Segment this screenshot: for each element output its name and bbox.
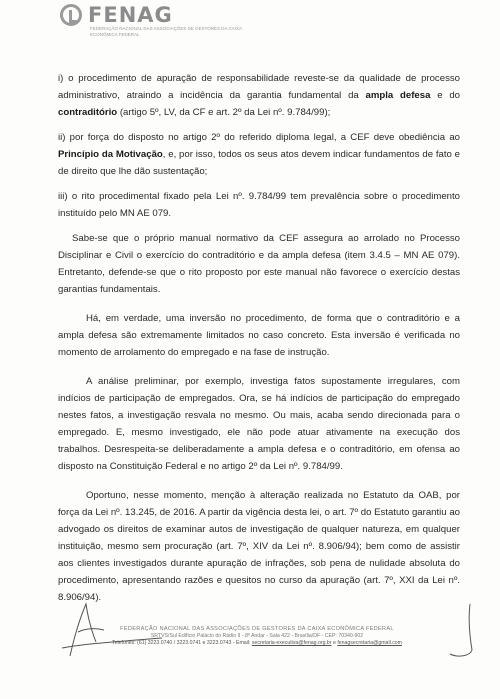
text-run: , e, por isso, todos os seus atos devem indicar fundamentos de fato e de direito que lhe dão sustentação;: [58, 149, 460, 177]
paragraph-analysis: A análise preliminar, por exemplo, investiga fatos supostamente irregulares, com indícios de participação de empregados. Ora, se há indícios de participação do empregado nestes fatos, a investigação resvala no mesmo. Ou mais, acaba sendo direcionada para o empregado. E, mesmo investigado, ele não pode atuar ativamente na execução dos trabalhos. Desrespeita-se deliberadamente a ampla defesa e o contraditório, em ofensa ao disposto na Constituição Federal e no artigo 2º da Lei nº. 9.784/99.: [58, 376, 460, 472]
brand-name: FENAG: [88, 3, 173, 27]
logo: [60, 4, 280, 26]
paragraph-item-ii: [58, 129, 460, 180]
letterhead: [60, 4, 280, 48]
paragraph-oab: Oportuno, nesse momento, menção à alteração realizada no Estatuto da OAB, por força da Lei nº. 13.245, de 2016. A partir da vigência desta lei, o art. 7º do Estatuto garantiu ao advogado os direitos de examinar autos de investigação de qualquer natureza, em qualquer instituição, mesmo sem procuração (art. 7º, XIV da Lei nº. 8.906/94); bem como de assistir aos clientes investigados durante apuração de infrações, sob pena de nulidade absoluta do procedimento, apresentando razões e quesitos no curso da apuração (art. 7º, XXI da Lei nº. 8.906/94).: [58, 490, 460, 603]
signature-right: [440, 600, 485, 660]
bold-term: Princípio da Motivação: [58, 149, 163, 160]
footer-address: SRTVS/Sul Edifício Palácio do Rádio II - 8º Andar - Sala 422 - Brasília/DF - CEP: 70340-902: [150, 633, 364, 639]
footer-contact: [92, 640, 422, 647]
paragraph-item-i: [58, 70, 460, 121]
paragraph-inversion: Há, em verdade, uma inversão no procedimento, de forma que o contraditório e a ampla defesa são extremamente limitados no caso concreto. Esta inversão é verificada no momento de arrolamento do empregado e na fase de instrução.: [58, 313, 460, 358]
text-run: e do: [430, 90, 460, 101]
bold-term: ampla defesa: [365, 90, 431, 101]
paragraph-item-iii: iii) o rito procedimental fixado pela Lei nº. 9.784/99 tem prevalência sobre o procedimento instituído pelo MN AE 079.: [58, 191, 460, 219]
text-run: (artigo 5º, LV, da CF e art. 2º da Lei nº. 9.784/99);: [117, 107, 331, 118]
footer-separator: e: [331, 640, 338, 646]
footer-email-link[interactable]: fenagsecretaria@gmail.com: [337, 640, 402, 646]
brand-subtitle: FEDERAÇÃO NACIONAL DAS ASSOCIAÇÕES DE GESTORES DA CAIXA ECONÔMICA FEDERAL: [90, 26, 242, 37]
letterhead-footer: [92, 626, 422, 647]
document-body: [58, 70, 460, 606]
footer-phones: Telefones: (61) 3223.0740 / 3223.0741 e 3223.0743 - Email:: [112, 640, 252, 646]
bold-term: contraditório: [58, 107, 118, 118]
paragraph-manual: Sabe-se que o próprio manual normativo da CEF assegura ao arrolado no Processo Disciplinar e Civil o exercício do contraditório e da ampla defesa (item 3.4.5 – MN AE 079). Entretanto, defende-se que o rito proposto por este manual não favorece o exercício destas garantias fundamentais.: [58, 233, 460, 295]
fenag-logo-icon: [60, 4, 82, 26]
text-run: ii) por força do disposto no artigo 2º do referido diploma legal, a CEF deve obediência ao: [58, 132, 460, 143]
footer-email-link[interactable]: secretaria-executiva@fenag.org.br: [251, 640, 332, 646]
footer-organization: FEDERAÇÃO NACIONAL DAS ASSOCIAÇÕES DE GESTORES DA CAIXA ECONÔMICA FEDERAL: [120, 626, 394, 632]
text-run: i) o procedimento de apuração de responsabilidade reveste-se da qualidade de processo administrativo, atraindo a incidência da garantia fundamental da: [58, 73, 460, 101]
